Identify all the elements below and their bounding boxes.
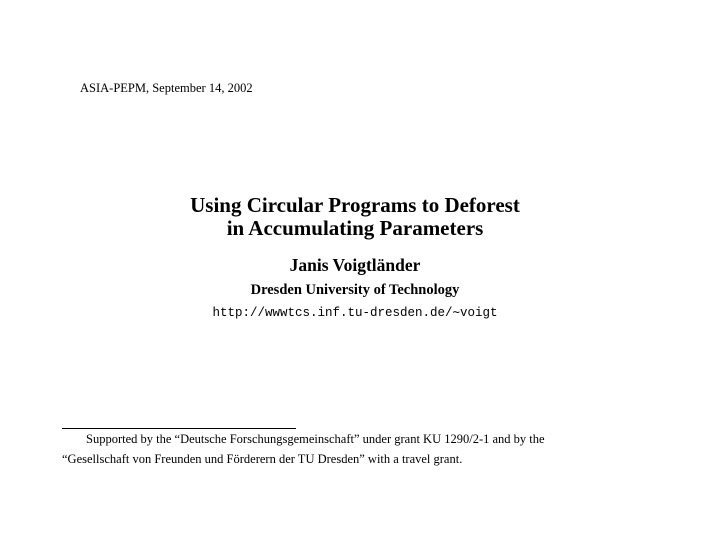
footnote xyxy=(62,430,622,469)
author-affiliation: Dresden University of Technology xyxy=(250,282,460,298)
venue-date-line: ASIA-PEPM, September 14, 2002 xyxy=(80,81,253,95)
author-name: Janis Voigtländer xyxy=(289,255,421,275)
title-line-2: in Accumulating Parameters xyxy=(226,216,484,240)
footnote-line-2: “Gesellschaft von Freunden und Förderern der TU Dresden” with a travel grant. xyxy=(62,451,463,466)
footnote-divider xyxy=(62,428,296,429)
author-url: http://wwwtcs.inf.tu-dresden.de/∼voigt xyxy=(212,306,498,320)
title-line-1: Using Circular Programs to Deforest xyxy=(190,193,520,217)
footnote-line-1: Supported by the “Deutsche Forschungsgemeinschaft” under grant KU 1290/2-1 and by the xyxy=(86,432,545,446)
page-title xyxy=(0,194,710,240)
